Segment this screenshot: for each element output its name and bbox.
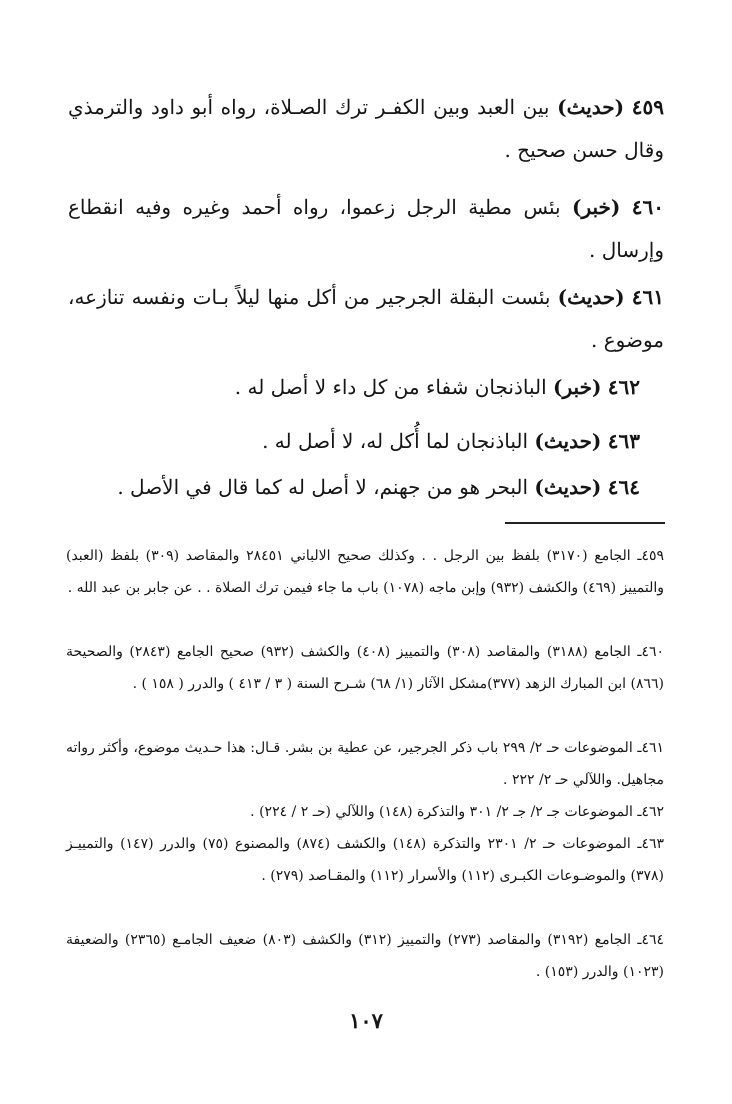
entry-type-label: (حديث) bbox=[534, 475, 602, 499]
footnote-ref: ٤٦١ـ bbox=[637, 740, 665, 756]
footnote-464 bbox=[66, 924, 664, 988]
footnote-ref: ٤٦٢ـ bbox=[637, 804, 664, 820]
page-number: ١٠٧ bbox=[349, 1008, 383, 1033]
entry-text: البحر هو من جهنم، لا أصل له كما قال في الأصل . bbox=[117, 475, 529, 499]
entry-text: بين العبد وبين الكفـر ترك الصـلاة، رواه أبو داود والترمذي وقال حسن صحيح . bbox=[68, 95, 664, 162]
entry-462 bbox=[68, 366, 664, 409]
entry-number: ٤٦٢ bbox=[607, 375, 640, 399]
entry-text: الباذنجان لما أُكل له، لا أصل له . bbox=[262, 429, 529, 453]
entry-text: بئست البقلة الجرجير من أكل منها ليلاً بـات ونفسه تنازعه، موضوع . bbox=[68, 285, 664, 352]
entry-number: ٤٦٣ bbox=[607, 429, 640, 453]
footnote-text: الموضوعات حـ ٢/ ٢٣٠١ والتذكرة (١٤٨) والكشف (٨٧٤) والمصنوع (٧٥) والدرر (١٤٧) والتمييـز (٣٧٨) والموضـوعات الكبـرى (١١٢) والأسرار (١١٢) والمقـاصد (٢٧٩) . bbox=[66, 836, 664, 884]
footnote-ref: ٤٦٠ـ bbox=[637, 644, 664, 660]
entry-text: الباذنجان شفاء من كل داء لا أصل له . bbox=[234, 375, 547, 399]
entry-type-label: (حديث) bbox=[557, 95, 625, 119]
footnote-459 bbox=[66, 540, 664, 604]
footnote-text: الجامع (٣١٨٨) والمقاصد (٣٠٨) والتمييز (٤٠٨) والكشف (٩٣٢) صحيح الجامع (٢٨٤٣) والصحيحة (٨٦٦) ابن المبارك الزهد (٣٧٧)مشكل الآثار (١/ ٦٨) شـرح السنة ( ٣ / ٤١٣ ) والدرر ( ١٥٨ ) . bbox=[66, 644, 664, 692]
entry-type-label: (حديث) bbox=[534, 429, 602, 453]
footnote-461 bbox=[66, 732, 664, 796]
footnotes bbox=[66, 540, 664, 990]
entry-number: ٤٦٤ bbox=[607, 475, 640, 499]
entry-text: بئس مطية الرجل زعموا، رواه أحمد وغيره وفيه انقطاع وإرسال . bbox=[68, 195, 664, 262]
entry-461 bbox=[68, 276, 664, 362]
footnote-separator bbox=[505, 522, 665, 524]
entry-459 bbox=[68, 86, 664, 172]
entry-464 bbox=[68, 466, 664, 509]
entry-type-label: (خبر) bbox=[572, 195, 621, 219]
entry-463 bbox=[68, 420, 664, 463]
footnote-ref: ٤٦٤ـ bbox=[637, 932, 665, 948]
entry-number: ٤٦٠ bbox=[631, 195, 665, 219]
footnote-463 bbox=[66, 828, 664, 892]
footnote-ref: ٤٥٩ـ bbox=[637, 548, 665, 564]
footnote-text: الجامع (٣١٧٠) بلفظ بين الرجل . . وكذلك صحيح الالباني ٢٨٤٥١ والمقاصد (٣٠٩) بلفظ (العبد) والتمييز (٤٦٩) والكشف (٩٣٢) وإبن ماجه (١٠٧٨) باب ما جاء فيمن ترك الصلاة . . عن جابر بن عبد الله . bbox=[66, 548, 664, 596]
footnote-text: الجامع (٣١٩٢) والمقاصد (٢٧٣) والتمييز (٣١٢) والكشف (٨٠٣) ضعيف الجامـع (٢٣٦٥) والضعيفة (١٠٢٣) والدرر (١٥٣) . bbox=[66, 932, 664, 980]
footnote-ref: ٤٦٣ـ bbox=[637, 836, 664, 852]
entry-type-label: (حديث) bbox=[557, 285, 625, 309]
footnote-text: الموضوعات جـ ٢/ جـ ٢/ ٣٠١ والتذكرة (١٤٨) واللآلي (حـ ٢ / ٢٢٤) . bbox=[250, 804, 633, 820]
entry-number: ٤٥٩ bbox=[631, 95, 664, 119]
footnote-462 bbox=[66, 796, 664, 828]
footnote-text: الموضوعات حـ ٢/ ٢٩٩ باب ذكر الجرجير، عن عطية بن بشر. قـال: هذا حـديث موضوع، وأكثر رواته مجاهيل. واللآلي حـ ٢/ ٢٢٢ . bbox=[66, 740, 664, 788]
footnote-460 bbox=[66, 636, 664, 700]
entry-type-label: (خبر) bbox=[553, 375, 602, 399]
entry-460 bbox=[68, 186, 664, 272]
entry-number: ٤٦١ bbox=[631, 285, 664, 309]
